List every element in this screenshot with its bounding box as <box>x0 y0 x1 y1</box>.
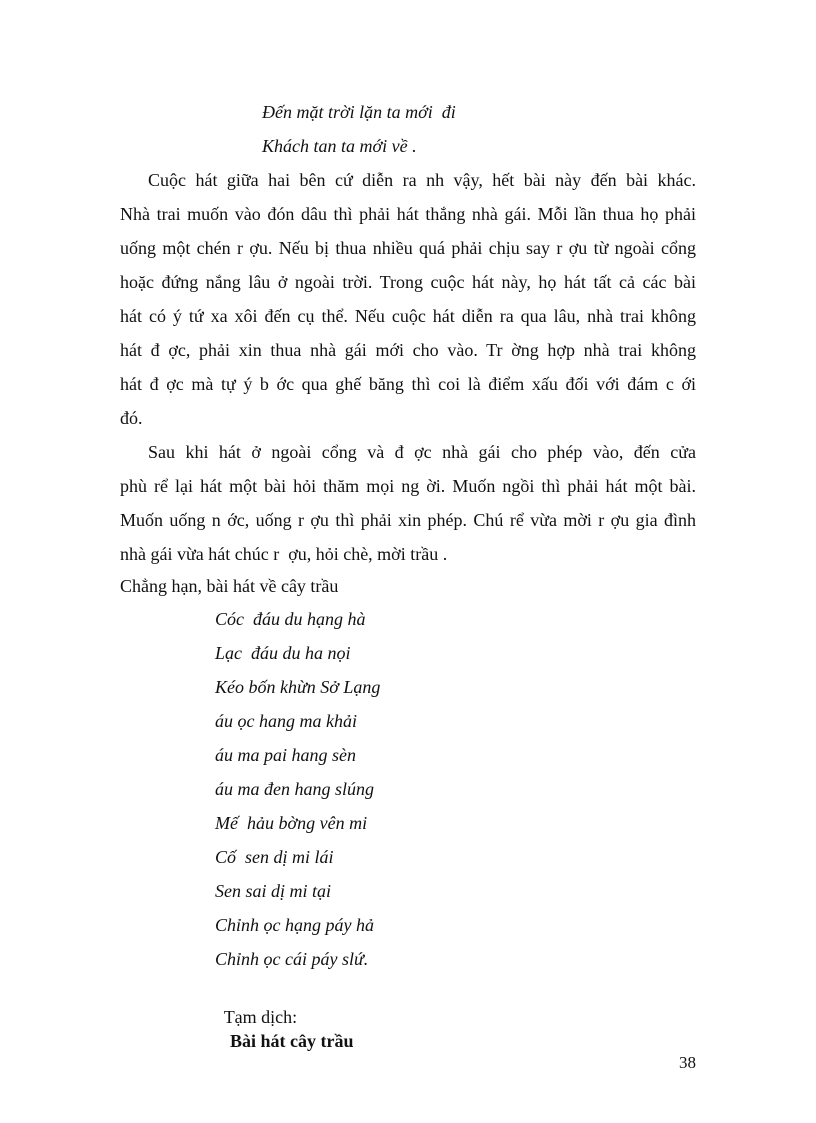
song-line: Cố sen dị mi lái <box>215 847 334 867</box>
paragraph-line: phù rể lại hát một bài hỏi thăm mọi ng ời. Muốn ngồi thì phải hát một bài. <box>120 476 696 496</box>
song-line: Kéo bốn khừn Sở Lạng <box>215 677 381 697</box>
verse-line: Đến mặt trời lặn ta mới đi <box>262 102 456 122</box>
page-number: 38 <box>679 1053 696 1072</box>
paragraph-line: Cuộc hát giữa hai bên cứ diễn ra nh vậy, hết bài này đến bài khác. <box>148 170 696 190</box>
paragraph-line: Muốn uống n ớc, uống r ợu thì phải xin phép. Chú rể vừa mời r ợu gia đình <box>120 510 696 530</box>
song-line: Sen sai dị mi tại <box>215 881 331 901</box>
paragraph-line: uống một chén r ợu. Nếu bị thua nhiều quá phải chịu say r ợu từ ngoài cổng <box>120 238 696 258</box>
translation-label: Tạm dịch: <box>223 1007 298 1027</box>
verse-line: Khách tan ta mới về . <box>262 136 417 156</box>
translation-title: Bài hát cây trầu <box>230 1031 354 1051</box>
song-line: áu ma pai hang sèn <box>215 745 356 765</box>
paragraph-line: nhà gái vừa hát chúc r ợu, hỏi chè, mời trầu . <box>120 544 448 564</box>
song-line: Chỉnh ọc hạng páy hả <box>215 915 374 935</box>
song-line: Chỉnh ọc cái páy slứ. <box>215 949 369 969</box>
paragraph-line: Sau khi hát ở ngoài cổng và đ ợc nhà gái cho phép vào, đến cửa <box>148 442 696 462</box>
song-line: Mế hảu bờng vên mi <box>215 813 368 833</box>
paragraph-line: hát có ý tứ xa xôi đến cụ thể. Nếu cuộc hát diễn ra qua lâu, nhà trai không <box>120 306 696 326</box>
translation-heading <box>215 981 354 1053</box>
paragraph-line: đó. <box>120 408 143 428</box>
song-line: áu ma đen hang slúng <box>215 779 374 799</box>
song-line: Lạc đáu du ha nọi <box>215 643 351 663</box>
paragraph-line: hoặc đứng nắng lâu ở ngoài trời. Trong cuộc hát này, họ hát tất cả các bài <box>120 272 696 292</box>
song-line: Cóc đáu du hạng hà <box>215 609 366 629</box>
intro-line: Chẳng hạn, bài hát về cây trầu <box>120 576 339 596</box>
paragraph-line: Nhà trai muốn vào đón dâu thì phải hát thắng nhà gái. Mỗi lần thua họ phải <box>120 204 696 224</box>
song-line: áu ọc hang ma khải <box>215 711 357 731</box>
paragraph-line: hát đ ợc, phải xin thua nhà gái mới cho vào. Tr ờng hợp nhà trai không <box>120 340 696 360</box>
paragraph-line: hát đ ợc mà tự ý b ớc qua ghế băng thì coi là điểm xấu đối với đám c ới <box>120 374 696 394</box>
